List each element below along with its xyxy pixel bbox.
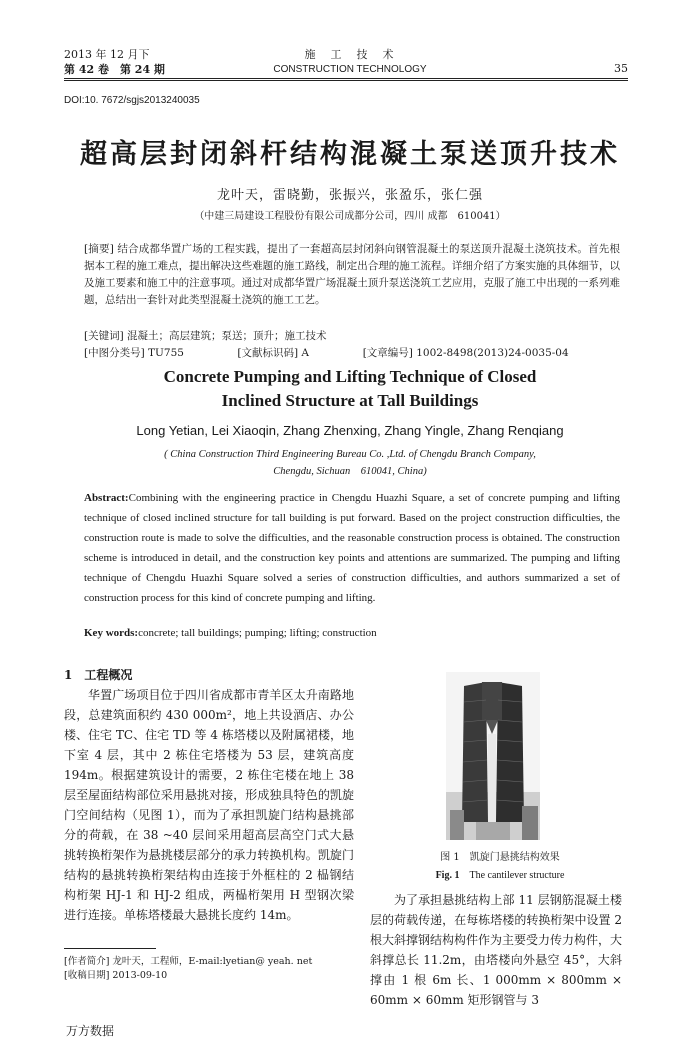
abstract-en — [84, 488, 620, 608]
header-rule-bottom — [64, 80, 628, 81]
abstract-cn: [摘要] 结合成都华置广场的工程实践，提出了一套超高层封闭斜向钢管混凝土的泵送顶升混凝土浇筑技术。首先根据本工程的施工难点，提出解决这些难题的施工路线，制定出合理的施工流程。详细介绍了方案实施的具体细节，以及施工要素和施工中的注意事项。通过对成都华置广场混凝土顶升泵送浇筑工艺应用，克服了施工中出现的一系列难题，总结出一套针对此类型混凝土浇筑的施工工艺。 — [84, 243, 620, 306]
clc-code: [中图分类号] TU755 — [84, 347, 184, 359]
figure-1-caption-cn: 图 1 凯旋门悬挑结构效果 — [440, 852, 560, 863]
affiliation-cn: （中建三局建设工程股份有限公司成都分公司，四川 成都 610041） — [194, 211, 506, 222]
keywords-en — [84, 627, 377, 639]
title-en-line2: Inclined Structure at Tall Buildings — [221, 391, 479, 410]
affiliation-en — [90, 446, 610, 480]
footnotes — [64, 955, 312, 983]
classification-row — [84, 345, 620, 360]
body-column-right — [370, 890, 622, 1010]
issue-date: 2013 年 12 月下 — [64, 48, 150, 61]
body-paragraph: 为了承担悬挑结构上部 11 层钢筋混凝土楼层的荷载传递，在每栋塔楼的转换桁架中设置 2 根大斜撑钢结构构件作为主要受力传力构件，大斜撑总长 11.2m，由塔楼向外悬空 45°，大斜撑由 1 根 6m 长、1 000mm × 800mm × 60mm × 60mm 矩形钢管与 3 — [370, 893, 623, 1007]
doi: DOI:10. 7672/sgjs2013240035 — [64, 95, 200, 106]
body-paragraph: 华置广场项目位于四川省成都市青羊区太升南路地段，总建筑面积约 430 000m²，地上共设酒店、办公楼、住宅 TC、住宅 TD 等 4 栋塔楼以及附属裙楼，地下室 4 层，其中 2 栋住宅塔楼为 53 层，建筑高度 194m。根据建筑设计的需要，2 栋住宅楼在地上 38 层至屋面结构部位采用悬挑对接，形成独具特色的凯旋门空间结构（见图 1），而为了承担凯旋门结构悬挑部分的荷载，在 38 ~40 层间采用超高层高空门式大悬挑转换桁架作为悬挑楼层部分的承力转换机构。凯旋门结构的悬挑转换桁架结构由连接于外框柱的 2 榀钢结构桁架 HJ-1 和 HJ-2 组成，两榀桁架用 H 型钢次梁进行连接。单栋塔楼最大悬挑长度约 14m。 — [64, 688, 354, 922]
footnote-received: [收稿日期] 2013-09-10 — [64, 970, 168, 981]
article-number: [文章编号] 1002-8498(2013)24-0035-04 — [362, 347, 569, 359]
section-1-title: 1 工程概况 — [64, 668, 133, 682]
footnote-rule — [64, 948, 156, 949]
keywords-en-text: concrete; tall buildings; pumping; lifting; construction — [138, 627, 377, 639]
authors-cn: 龙叶天，雷晓勤，张振兴，张盈乐，张仁强 — [216, 188, 483, 203]
title-en-line1: Concrete Pumping and Lifting Technique of Closed — [163, 367, 537, 386]
title-cn: 超高层封闭斜杆结构混凝土泵送顶升技术 — [80, 139, 620, 170]
header-rule-top — [64, 78, 628, 79]
keywords-en-label: Key words: — [84, 627, 139, 639]
abstract-en-label: Abstract: — [84, 492, 129, 504]
affiliation-en-line2: Chengdu, Sichuan 610041, China) — [273, 466, 427, 477]
affiliation-en-line1: ( China Construction Third Engineering Bureau Co. ,Ltd. of Chengdu Branch Company, — [164, 449, 536, 460]
page-number: 35 — [614, 62, 628, 75]
figure-1-text-en: The cantilever structure — [469, 870, 565, 881]
document-code: [文献标识码] A — [237, 347, 309, 359]
journal-title-cn: 施 工 技 术 — [304, 48, 396, 61]
footnote-author: [作者简介] 龙叶天，工程师，E-mail:lyetian@ yeah. net — [64, 956, 313, 967]
watermark: 万方数据 — [66, 1024, 115, 1038]
figure-1-caption-en — [380, 866, 620, 881]
keywords-cn: [关键词] 混凝土；高层建筑；泵送；顶升；施工技术 — [84, 330, 327, 342]
authors-en: Long Yetian, Lei Xiaoqin, Zhang Zhenxing, Zhang Yingle, Zhang Renqiang — [136, 423, 564, 438]
figure-1-building-photo — [446, 672, 540, 840]
title-en — [60, 365, 640, 413]
journal-title-en: CONSTRUCTION TECHNOLOGY — [273, 64, 427, 75]
body-column-left — [64, 685, 354, 925]
abstract-en-text: Combining with the engineering practice in Chengdu Huazhi Square, a set of concrete pumping and lifting technique of closed inclined structure for tall building is put forward. Based on the project construction difficulties, the construction route is made to solve the difficulties, and the reasonable construction process is obtained. The construction scheme is introduced in detail, and the construction key points and attentions are summarized. The pumping and lifting technique of Chengdu Huazhi Square solved a series of construction difficulties, and authors summarized a set of construction process for this kind of concrete pumping and lifting. — [84, 492, 620, 604]
figure-1-label-en: Fig. 1 — [435, 870, 460, 881]
issue-volume: 第 42 卷 第 24 期 — [64, 63, 165, 76]
